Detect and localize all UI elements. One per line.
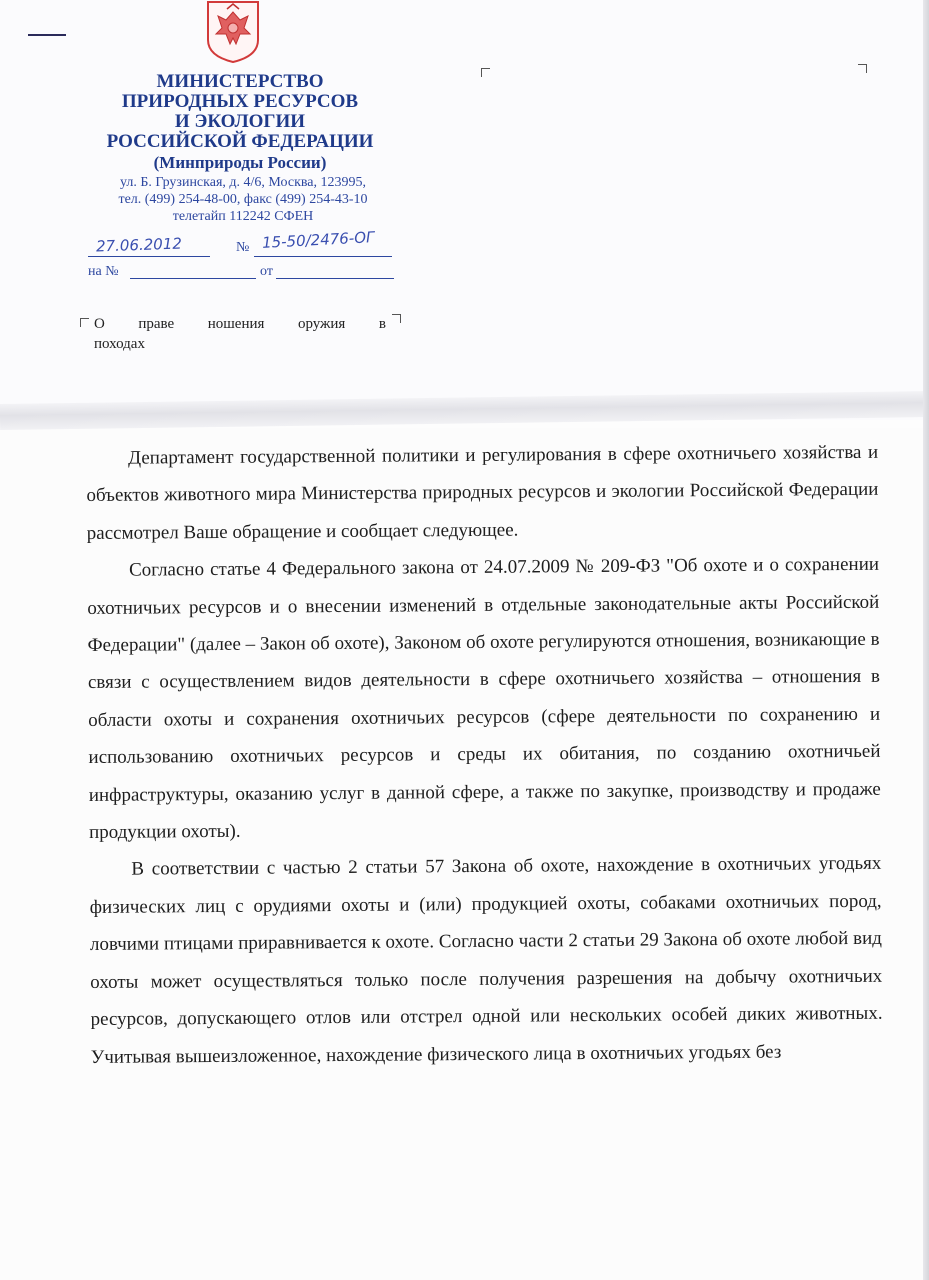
reply-number-label: на № bbox=[88, 264, 119, 279]
ministry-line-3: И ЭКОЛОГИИ bbox=[174, 111, 306, 132]
number-underline bbox=[254, 256, 392, 257]
subject-line-2: походах bbox=[94, 336, 145, 352]
letter-subject bbox=[94, 314, 386, 354]
body-paragraph-2: Согласно статье 4 Федерального закона от 24.07.2009 № 209-ФЗ "Об охоте и о сохранении охотничьих ресурсов и о внесении изменений в отдельные законодательные акты Российской Федерации" (далее – Закон об охоте), Законом об охоте регулируются отношения, возникающие в связи с осуществлением видов деятельности в сфере охотничьего хозяйства – отношения в области охоты и сохранения охотничьих ресурсов (сфере деятельности по сохранению и использованию охотничьих ресурсов и среды их обитания, по созданию охотничьей инфраструктуры, оказанию услуг в данной сфере, а также по закупке, производству и продаже продукции охоты). bbox=[87, 553, 881, 844]
date-underline bbox=[88, 256, 210, 257]
address-line-1: ул. Б. Грузинская, д. 4/6, Москва, 123995, bbox=[119, 175, 367, 190]
letter-number: 15-50/2476-ОГ bbox=[261, 228, 375, 252]
ministry-line-1: МИНИСТЕРСТВО bbox=[156, 71, 324, 92]
number-sign: № bbox=[236, 240, 250, 255]
russian-coat-of-arms-icon bbox=[204, 0, 262, 64]
subject-corner-left bbox=[80, 318, 89, 327]
reply-number-underline bbox=[130, 278, 256, 279]
address-line-2: тел. (499) 254-48-00, факс (499) 254-43-10 bbox=[118, 192, 368, 207]
subject-word: праве bbox=[138, 316, 175, 332]
subject-corner-right bbox=[392, 314, 401, 323]
letter-date: 27.06.2012 bbox=[95, 234, 183, 256]
letter-body bbox=[86, 434, 883, 1076]
subject-line-1 bbox=[94, 314, 386, 334]
subject-word: в bbox=[378, 316, 386, 332]
reply-from-underline bbox=[276, 278, 394, 279]
ministry-line-2: ПРИРОДНЫХ РЕСУРСОВ bbox=[121, 91, 359, 112]
address-field-corner-left bbox=[481, 68, 490, 77]
address-field-corner-right bbox=[858, 64, 867, 73]
subject-word: О bbox=[94, 316, 105, 332]
subject-word: ношения bbox=[207, 316, 265, 332]
reply-from-label: от bbox=[260, 264, 273, 279]
margin-mark bbox=[28, 34, 66, 36]
address-line-3: телетайп 112242 СФЕН bbox=[172, 209, 314, 224]
subject-word: оружия bbox=[297, 316, 346, 332]
ministry-address bbox=[98, 174, 388, 225]
scan-right-edge bbox=[923, 0, 929, 1280]
ministry-name bbox=[100, 72, 380, 173]
body-paragraph-3: В соответствии с частью 2 статьи 57 Закона об охоте, нахождение в охотничьих угодьях физических лиц с орудиями охоты и (или) продукцией охоты, собаками охотничьих пород, ловчими птицами приравнивается к охоте. Согласно части 2 статьи 29 Закона об охоте любой вид охоты может осуществляться только после получения разрешения на добычу охотничьих ресурсов, допускающего отлов или отстрел одной или нескольких особей диких животных. Учитывая вышеизложенное, нахождение физического лица в охотничьих угодьях без bbox=[89, 853, 883, 1068]
body-paragraph-1: Департамент государственной политики и регулирования в сфере охотничьего хозяйства и объектов животного мира Министерства природных ресурсов и экологии Российской Федерации рассмотрел Ваше обращение и сообщает следующее. bbox=[86, 441, 879, 544]
ministry-short-name: (Минприроды России) bbox=[153, 153, 327, 172]
ministry-line-4: РОССИЙСКОЙ ФЕДЕРАЦИИ bbox=[106, 131, 374, 152]
